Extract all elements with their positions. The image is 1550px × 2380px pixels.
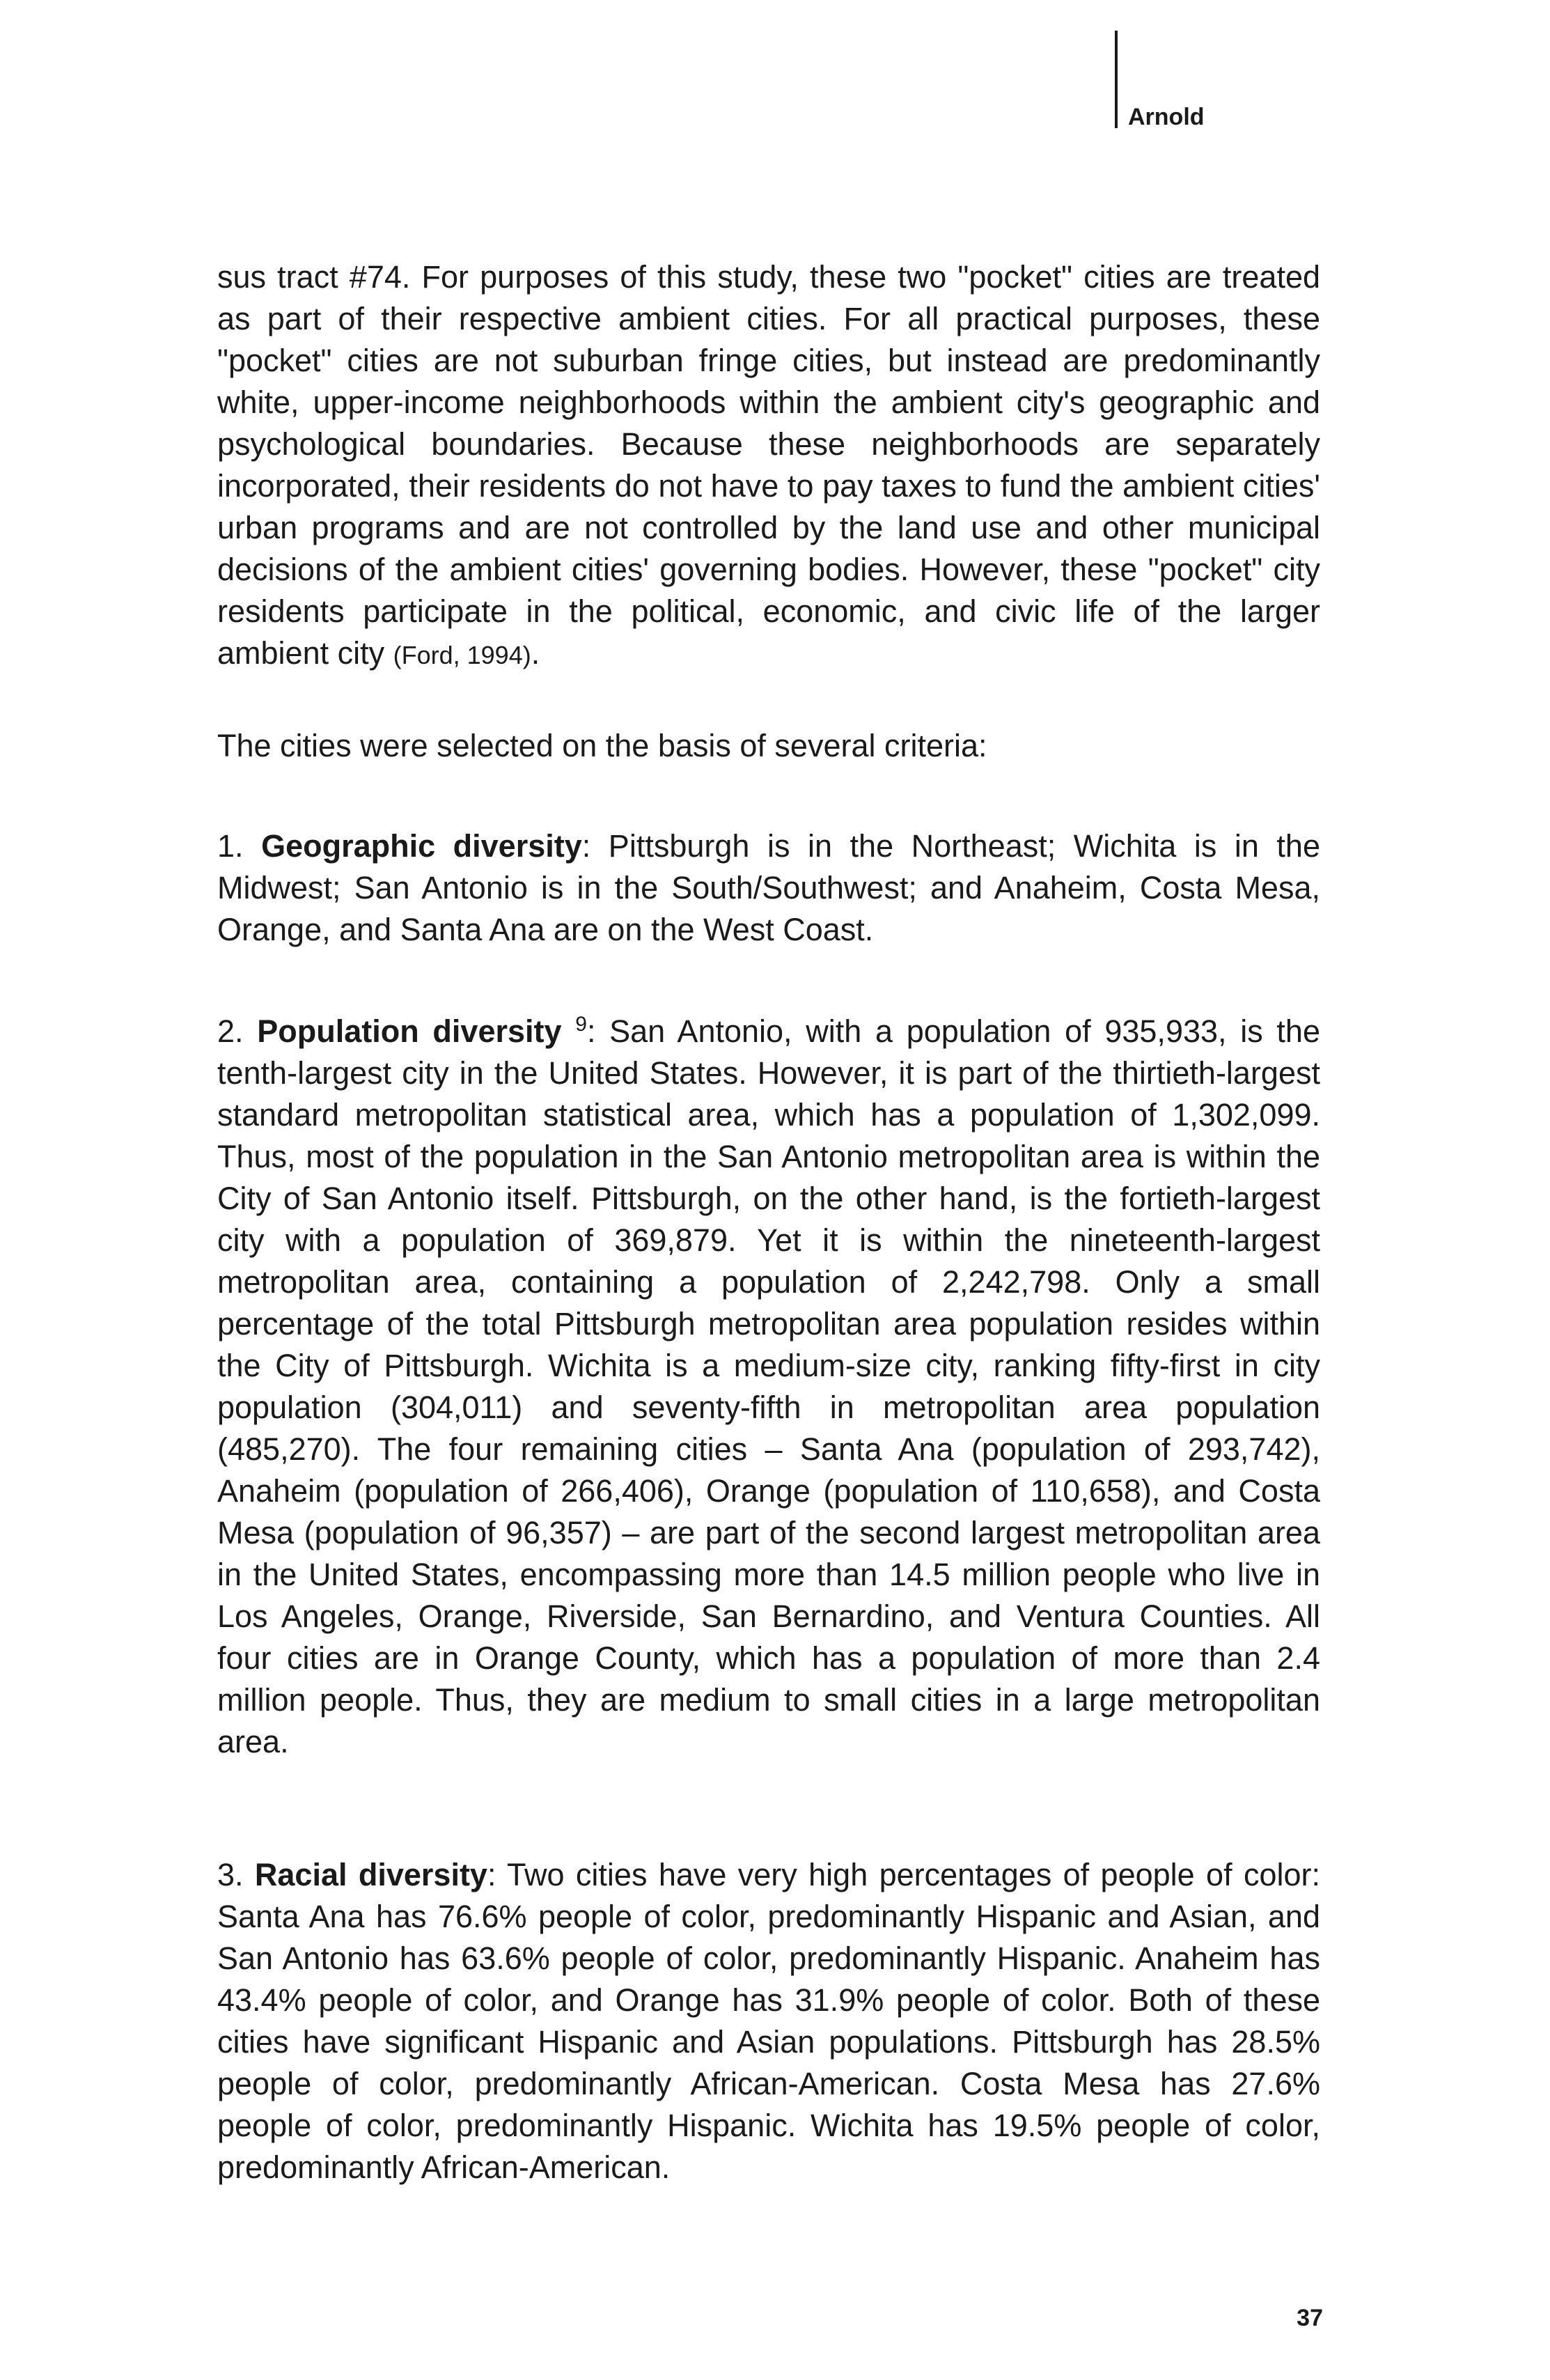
criterion-population <box>217 1011 1320 1763</box>
criterion-text: : San Antonio, with a population of 935,933, is the tenth-largest city in the United States. However, it is part of the thirtieth-largest standard metropolitan statistical area, which has a population of 1,302,099. Thus, most of the population in the San Antonio metropolitan area is within the City of San Antonio itself. Pittsburgh, on the other hand, is the fortieth-largest city with a population of 369,879. Yet it is within the nineteenth-largest metropolitan area, containing a population of 2,242,798. Only a small percentage of the total Pittsburgh metropolitan area population resides within the City of Pittsburgh. Wichita is a medium-size city, ranking fifty-first in city population (304,011) and seventy-fifth in metropolitan area population (485,270). The four remaining cities – Santa Ana (population of 293,742), Anaheim (population of 266,406), Orange (population of 110,658), and Costa Mesa (population of 96,357) – are part of the second largest metropolitan area in the United States, encompassing more than 14.5 million people who live in Los Angeles, Orange, Riverside, San Bernardino, and Ventura Counties. All four cities are in Orange County, which has a population of more than 2.4 million people. Thus, they are medium to small cities in a large metropolitan area. <box>217 1013 1320 1759</box>
paragraph-text: sus tract #74. For purposes of this study, these two "pocket" cities are treated as part of their respective ambient cities. For all practical purposes, these "pocket" cities are not suburban fringe cities, but instead are predominantly white, upper-income neighborhoods within the ambient city's geographic and psychological boundaries. Because these neighborhoods are separately incorporated, their residents do not have to pay taxes to fund the ambient cities' urban programs and are not controlled by the land use and other municipal decisions of the ambient cities' governing bodies. However, these "pocket" city residents participate in the political, economic, and civic life of the larger ambient city <box>217 259 1320 671</box>
criterion-number: 2. <box>217 1013 244 1049</box>
criterion-text: : Two cities have very high percentages of people of color: Santa Ana has 76.6% people of color, predominantly Hispanic and Asian, and San Antonio has 63.6% people of color, predominantly Hispanic. Anaheim has 43.4% people of color, and Orange has 31.9% people of color. Both of these cities have significant Hispanic and Asian populations. Pittsburgh has 28.5% people of color, predominantly African-American. Costa Mesa has 27.6% people of color, predominantly Hispanic. Wichita has 19.5% people of color, predominantly African-American. <box>217 1857 1320 2185</box>
paragraph-end: . <box>531 635 540 671</box>
criterion-term: Geographic diversity <box>261 828 582 864</box>
criterion-geographic <box>217 825 1320 951</box>
criterion-number: 3. <box>217 1857 244 1892</box>
criterion-racial <box>217 1854 1320 2188</box>
criteria-intro: The cities were selected on the basis of several criteria: <box>217 728 987 763</box>
footnote-marker: 9 <box>575 1013 587 1036</box>
running-head: Arnold <box>1128 104 1205 130</box>
page-number: 37 <box>1297 2305 1323 2331</box>
criterion-text: : Pittsburgh is in the Northeast; Wichita is in the Midwest; San Antonio is in the South/Southwest; and Anaheim, Costa Mesa, Orange, and Santa Ana are on the West Coast. <box>217 828 1320 947</box>
citation: (Ford, 1994) <box>393 641 531 669</box>
criterion-term: Racial diversity <box>254 1857 487 1892</box>
criterion-number: 1. <box>217 828 244 864</box>
header-rule <box>1115 31 1118 128</box>
criterion-term: Population diversity <box>257 1013 562 1049</box>
paragraph-continuation <box>217 256 1320 676</box>
